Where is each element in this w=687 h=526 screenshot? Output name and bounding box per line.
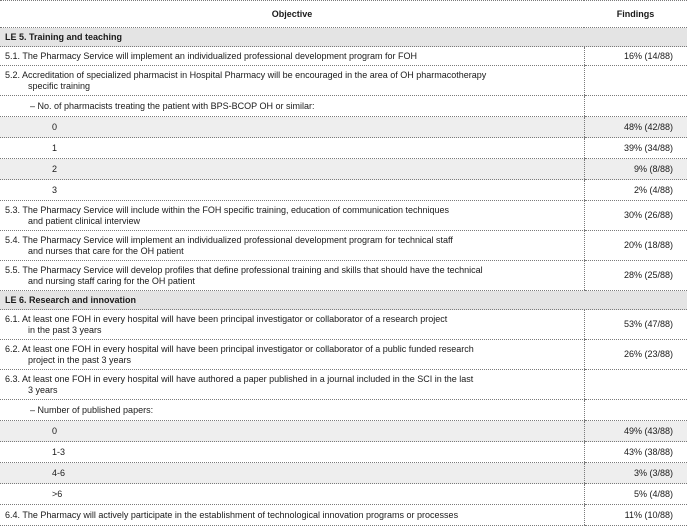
table-row [0, 117, 687, 138]
option-label: 2 [0, 159, 584, 180]
table-row [0, 505, 687, 526]
option-label: >6 [0, 484, 584, 505]
finding-value: 43% (38/88) [584, 442, 687, 463]
finding-value: 9% (8/88) [584, 159, 687, 180]
table-row [0, 421, 687, 442]
objective-line: 5.5. The Pharmacy Service will develop profiles that define professional training and skills that should have the technical [5, 265, 483, 275]
finding-value: 30% (26/88) [584, 201, 687, 231]
finding-value: 11% (10/88) [584, 505, 687, 526]
objective-line: 6.1. At least one FOH in every hospital will have been principal investigator or collaborator of a research project [5, 314, 448, 324]
table-row [0, 400, 687, 421]
option-label: 1 [0, 138, 584, 159]
table-row [0, 340, 687, 370]
sub-question: – Number of published papers: [0, 400, 584, 421]
table-row [0, 231, 687, 261]
finding-value: 20% (18/88) [584, 231, 687, 261]
objective-line: and nursing staff caring for the OH patient [28, 275, 195, 286]
table-row [0, 463, 687, 484]
objective-line: specific training [28, 80, 91, 91]
objective-text [0, 66, 584, 96]
finding-value: 16% (14/88) [584, 47, 687, 66]
finding-value [584, 96, 687, 117]
objective-line: and nurses that care for the OH patient [28, 245, 184, 256]
objective-text [0, 340, 584, 370]
objective-line: and patient clinical interview [28, 215, 141, 226]
objective-text [0, 261, 584, 291]
objective-line: 5.4. The Pharmacy Service will implement an individualized professional development program for technical staff [5, 235, 453, 245]
objective-text [0, 370, 584, 400]
table-row [0, 47, 687, 66]
section-le6 [0, 291, 687, 310]
option-label: 0 [0, 421, 584, 442]
objective-column-header: Objective [0, 1, 584, 28]
table-row [0, 66, 687, 96]
table-header [0, 1, 687, 28]
objective-text: 5.1. The Pharmacy Service will implement an individualized professional development program for FOH [0, 47, 584, 66]
objective-line: 5.3. The Pharmacy Service will include within the FOH specific training, education of communication techniques [5, 205, 450, 215]
finding-value: 39% (34/88) [584, 138, 687, 159]
objective-line: in the past 3 years [28, 324, 102, 335]
sub-question: – No. of pharmacists treating the patient with BPS-BCOP OH or similar: [0, 96, 584, 117]
finding-value: 3% (3/88) [584, 463, 687, 484]
finding-value: 49% (43/88) [584, 421, 687, 442]
table-row [0, 180, 687, 201]
objective-line: 3 years [28, 384, 58, 395]
option-label: 4-6 [0, 463, 584, 484]
finding-value: 53% (47/88) [584, 310, 687, 340]
section-le5 [0, 28, 687, 47]
finding-value [584, 400, 687, 421]
option-label: 1-3 [0, 442, 584, 463]
finding-value: 48% (42/88) [584, 117, 687, 138]
objective-line: 6.2. At least one FOH in every hospital will have been principal investigator or collaborator of a public funded research [5, 344, 474, 354]
table-row [0, 201, 687, 231]
option-label: 0 [0, 117, 584, 138]
table-row [0, 370, 687, 400]
objective-text [0, 201, 584, 231]
table-row [0, 484, 687, 505]
finding-value: 2% (4/88) [584, 180, 687, 201]
table-row [0, 261, 687, 291]
finding-value [584, 370, 687, 400]
finding-value: 26% (23/88) [584, 340, 687, 370]
objective-line: 6.3. At least one FOH in every hospital will have authored a paper published in a journal included in the SCI in the last [5, 374, 474, 384]
finding-value [584, 66, 687, 96]
table-row [0, 96, 687, 117]
table-row [0, 442, 687, 463]
table-row [0, 310, 687, 340]
table-row [0, 159, 687, 180]
option-label: 3 [0, 180, 584, 201]
finding-value: 28% (25/88) [584, 261, 687, 291]
table-row [0, 138, 687, 159]
section-title: LE 6. Research and innovation [0, 291, 687, 310]
finding-value: 5% (4/88) [584, 484, 687, 505]
objective-line: 5.2. Accreditation of specialized pharmacist in Hospital Pharmacy will be encouraged in the area of OH pharmacotherapy [5, 70, 487, 80]
section-title: LE 5. Training and teaching [0, 28, 687, 47]
findings-column-header: Findings [584, 1, 687, 28]
objective-text [0, 310, 584, 340]
objective-text [0, 231, 584, 261]
objective-line: project in the past 3 years [28, 354, 132, 365]
objective-text: 6.4. The Pharmacy will actively participate in the establishment of technological innovation programs or processes [0, 505, 584, 526]
